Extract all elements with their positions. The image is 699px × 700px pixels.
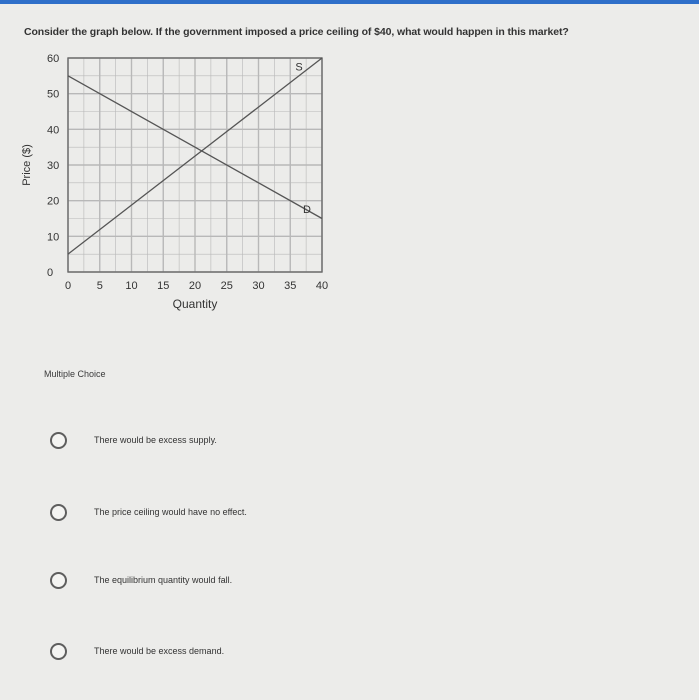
y-tick-label: 10 <box>47 231 60 244</box>
radio-button[interactable] <box>50 643 67 660</box>
x-tick-label: 35 <box>284 280 297 292</box>
multiple-choice-label: Multiple Choice <box>44 369 106 379</box>
option-label: The price ceiling would have no effect. <box>94 507 247 517</box>
radio-button[interactable] <box>50 504 67 521</box>
x-tick-label: 15 <box>157 280 170 292</box>
option-label: The equilibrium quantity would fall. <box>94 575 233 585</box>
x-axis-label: Quantity <box>172 297 218 311</box>
y-tick-label: 20 <box>47 195 60 208</box>
x-tick-label: 5 <box>96 280 103 292</box>
series-label-d: D <box>302 204 311 217</box>
series-label-s: S <box>295 61 303 74</box>
x-tick-label: 30 <box>252 280 265 292</box>
top-accent-bar <box>0 0 699 4</box>
y-axis-label: Price ($) <box>21 144 33 186</box>
option-label: There would be excess demand. <box>94 646 225 656</box>
x-tick-label: 40 <box>315 280 329 292</box>
question-text: Consider the graph below. If the government imposed a price ceiling of $40, what would happen in this market? <box>24 26 569 38</box>
option-label: There would be excess supply. <box>94 435 217 445</box>
option-excess-demand[interactable] <box>0 640 400 670</box>
option-no-effect[interactable] <box>0 501 400 531</box>
y-tick-label: 0 <box>47 267 54 279</box>
option-excess-supply[interactable] <box>0 429 400 459</box>
radio-button[interactable] <box>50 572 67 589</box>
radio-button[interactable] <box>50 432 67 449</box>
option-quantity-falls[interactable] <box>0 569 400 599</box>
y-tick-label: 30 <box>47 160 60 172</box>
x-tick-label: 20 <box>188 280 202 292</box>
x-tick-label: 25 <box>220 280 233 292</box>
y-tick-label: 50 <box>47 88 60 101</box>
y-tick-label: 60 <box>47 53 60 65</box>
x-tick-label: 0 <box>64 280 72 292</box>
y-tick-label: 40 <box>47 124 60 137</box>
supply-demand-chart <box>0 40 360 330</box>
x-tick-label: 10 <box>125 280 138 292</box>
